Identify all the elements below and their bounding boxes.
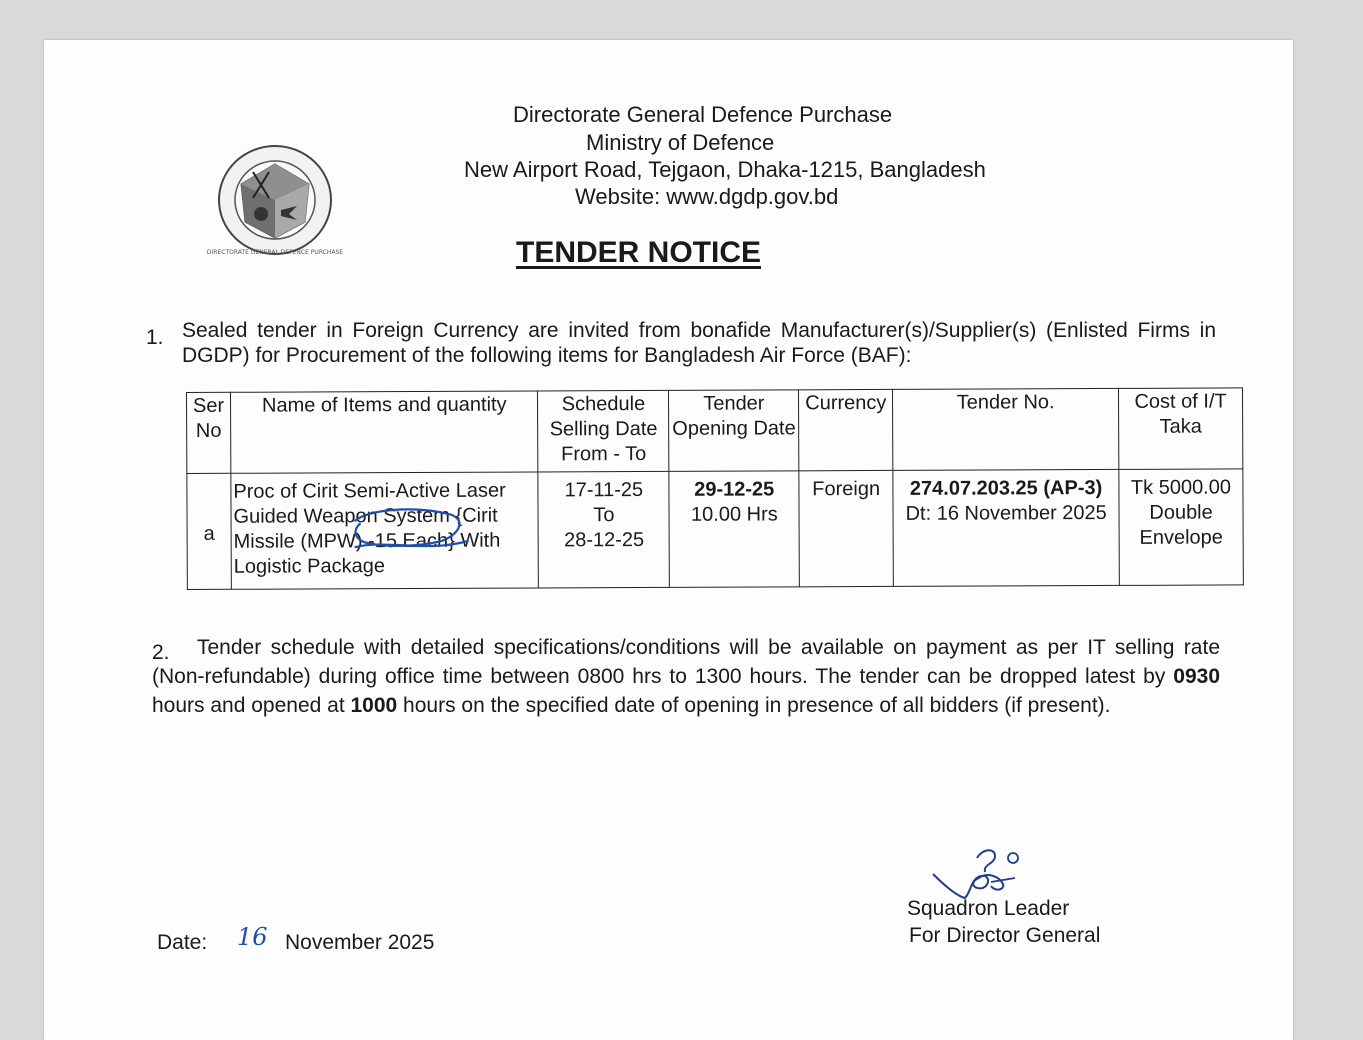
cell-ser: a [187,473,231,589]
header-org-name: Directorate General Defence Purchase [513,102,893,127]
cell-schedule: 17-11-25 To 28-12-25 [538,471,669,588]
header-ministry: Ministry of Defence [586,130,775,155]
signatory-rank: Squadron Leader [907,897,1070,920]
col-header-schedule: Schedule Selling Date From - To [538,390,669,472]
date-day-handwritten: 16 [237,923,268,951]
col-header-cost: Cost of I/T Taka [1119,388,1243,470]
col-header-name: Name of Items and quantity [230,391,538,473]
cell-tender-no: 274.07.203.25 (AP-3) Dt: 16 November 2025 [893,469,1119,586]
cell-cost: Tk 5000.00 Double Envelope [1119,469,1243,586]
cell-opening: 29-12-25 10.00 Hrs [669,471,799,588]
para2-text: Tender schedule with detailed specifications/conditions will be available on payment as per IT selling rate (Non-refundable) during office time between 0800 hrs to 1300 hours. The tender can be dropped latest by 0930 hours and opened at 1000 hours on the specified date of opening in presence of all bidders (if present). [152,636,1220,717]
para1-number: 1. [146,326,164,349]
col-header-tender-no: Tender No. [893,388,1119,470]
date-month-year: November 2025 [285,931,435,954]
table-row [187,469,1243,590]
table-header-row [187,388,1243,474]
date-label: Date: [157,931,208,954]
signatory-for: For Director General [909,924,1101,947]
tender-table [186,387,1244,590]
cell-item-name: Proc of Cirit Semi-Active Laser Guided Weapon System {Cirit Missile (MPW) -15 Each} With Logistic Package [231,472,539,589]
para2-number: 2. [152,641,170,664]
col-header-ser: Ser No [187,392,231,473]
document-title: TENDER NOTICE [516,236,762,269]
header-address: New Airport Road, Tejgaon, Dhaka-1215, Bangladesh [464,157,986,182]
dgdp-seal-logo [206,142,344,258]
pen-circle-annotation [346,501,476,554]
cell-currency: Foreign [799,470,893,586]
col-header-currency: Currency [799,389,893,470]
seal-lettering: DIRECTORATE GENERAL DEFENCE PURCHASE [206,249,344,256]
header-website: Website: www.dgdp.gov.bd [575,184,839,209]
para1-text: Sealed tender in Foreign Currency are invited from bonafide Manufacturer(s)/Supplier(s) (Enlisted Firms in DGDP) for Procurement of the following items for Bangladesh Air Force (BAF): [182,319,1216,367]
col-header-opening: Tender Opening Date [669,390,799,472]
